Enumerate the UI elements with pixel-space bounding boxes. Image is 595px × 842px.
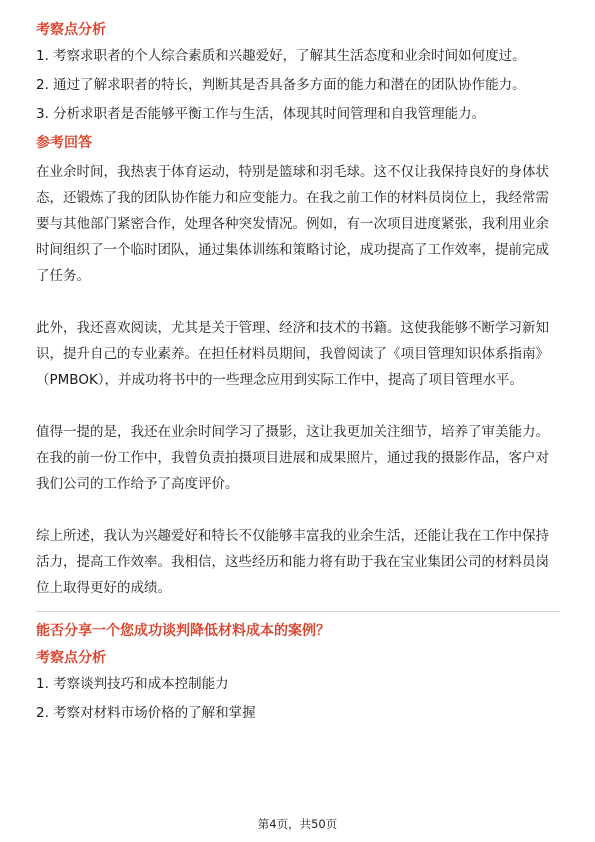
question-analysis-heading: 考察点分析 — [36, 650, 106, 666]
analysis-item-3: 3. 分析求职者是否能够平衡工作与生活，体现其时间管理和自我管理能力。 — [36, 106, 486, 122]
paragraph-spacer — [36, 497, 560, 523]
page-number: 第4页，共50页 — [257, 817, 338, 831]
answer-paragraph-4: 综上所述，我认为兴趣爱好和特长不仅能够丰富我的业余生活，还能让我在工作中保持活力，提高工作效率。我相信，这些经历和能力将有助于我在宝业集团公司的材料员岗位上取得更好的成绩。 — [36, 528, 549, 596]
page-content — [36, 20, 560, 732]
answer-paragraph-3: 值得一提的是，我还在业余时间学习了摄影，这让我更加关注细节，培养了审美能力。在我的前一份工作中，我曾负责拍摄项目进展和成果照片，通过我的摄影作品，客户对我们公司的工作给予了高度评价。 — [36, 424, 549, 492]
paragraph-spacer — [36, 289, 560, 315]
answer-paragraph-1: 在业余时间，我热衷于体育运动，特别是篮球和羽毛球。这不仅让我保持良好的身体状态，还锻炼了我的团队协作能力和应变能力。在我之前工作的材料员岗位上，我经常需要与其他部门紧密合作，处理各种突发情况。例如，有一次项目进度紧张，我利用业余时间组织了一个临时团队，通过集体训练和策略讨论，成功提高了工作效率，提前完成了任务。 — [36, 164, 549, 284]
analysis-item-2: 2. 通过了解求职者的特长，判断其是否具备多方面的能力和潜在的团队协作能力。 — [36, 77, 526, 93]
question-title: 能否分享一个您成功谈判降低材料成本的案例？ — [36, 623, 330, 639]
paragraph-spacer — [36, 393, 560, 419]
answer-paragraph-2: 此外，我还喜欢阅读，尤其是关于管理、经济和技术的书籍。这使我能够不断学习新知识，提升自己的专业素养。在担任材料员期间，我曾阅读了《项目管理知识体系指南》（PMBOK），并成功将书中的一些理念应用到实际工作中，提高了项目管理水平。 — [36, 320, 549, 388]
question-analysis-item-1: 1. 考察谈判技巧和成本控制能力 — [36, 676, 229, 692]
section-divider — [36, 611, 560, 612]
analysis-item-1: 1. 考察求职者的个人综合素质和兴趣爱好，了解其生活态度和业余时间如何度过。 — [36, 48, 526, 64]
question-analysis-item-2: 2. 考察对材料市场价格的了解和掌握 — [36, 705, 256, 721]
analysis-heading: 考察点分析 — [36, 22, 106, 38]
answer-heading: 参考回答 — [36, 135, 92, 151]
